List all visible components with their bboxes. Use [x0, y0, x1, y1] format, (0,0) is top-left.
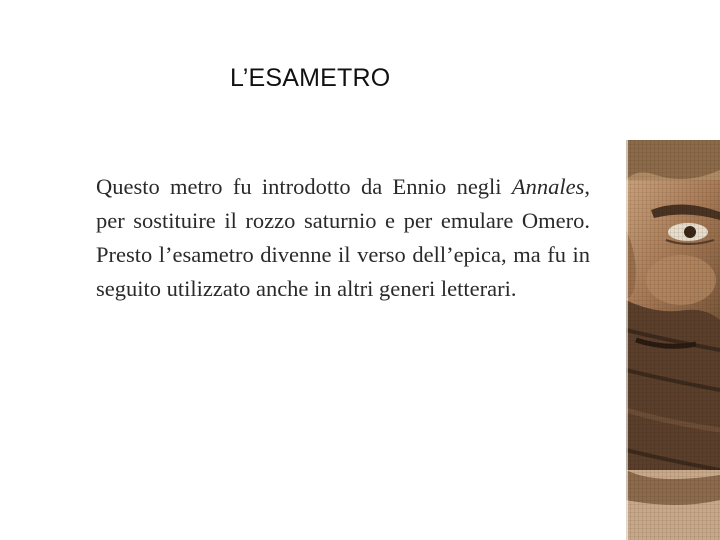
- paragraph-text-end: , per sostituire il rozzo saturnio e per emulare Omero. Presto l’esametro divenne il verso dell’epica, ma fu in seguito utilizzato anche in altri generi letterari.: [96, 174, 590, 301]
- body-paragraph: [96, 170, 590, 306]
- annales-italic: Annales: [511, 174, 585, 199]
- portrait-image: [626, 140, 720, 540]
- paragraph-text-start: Questo metro fu introdotto da Ennio negli: [96, 174, 512, 199]
- slide-title: L’ESAMETRO: [230, 64, 391, 92]
